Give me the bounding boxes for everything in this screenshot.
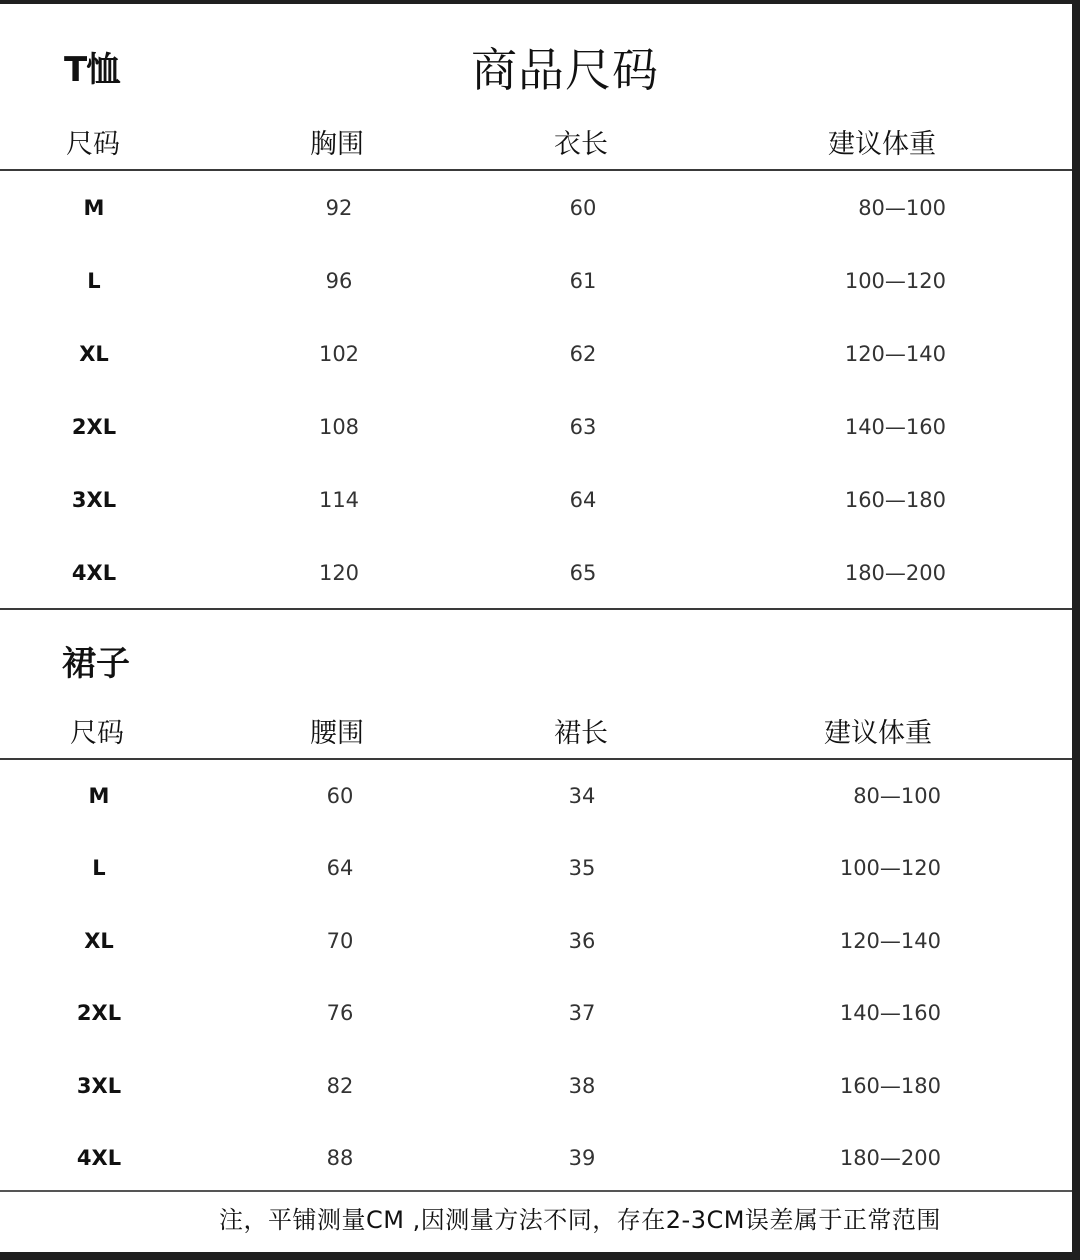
length-cell: 37 xyxy=(568,1001,596,1026)
chest-cell: 114 xyxy=(318,488,360,512)
tshirt-section-label: T恤 xyxy=(64,50,120,90)
weight-cell: 120—140 xyxy=(844,342,946,366)
chest-cell: 96 xyxy=(325,269,353,293)
length-cell: 39 xyxy=(568,1146,596,1170)
skirt-section-label: 裙子 xyxy=(62,644,130,684)
size-cell: 3XL xyxy=(71,488,117,512)
weight-cell: 160—180 xyxy=(844,488,946,512)
size-cell: M xyxy=(88,784,110,808)
tshirt-header-length: 衣长 xyxy=(554,129,608,160)
chest-cell: 120 xyxy=(318,561,360,585)
tshirt-header-size: 尺码 xyxy=(66,129,120,160)
skirt-header-size: 尺码 xyxy=(70,718,124,749)
skirt-header-divider xyxy=(0,758,1072,760)
size-cell: 4XL xyxy=(71,561,117,585)
waist-cell: 60 xyxy=(326,784,354,808)
chest-cell: 108 xyxy=(318,415,360,439)
skirt-header-waist: 腰围 xyxy=(310,718,364,749)
page-title: 商品尺码 xyxy=(471,43,659,97)
waist-cell: 64 xyxy=(326,856,354,881)
length-cell: 63 xyxy=(569,415,597,439)
weight-cell: 100—120 xyxy=(839,856,941,881)
size-cell: L xyxy=(87,269,101,293)
chest-cell: 92 xyxy=(325,196,353,220)
size-cell: 3XL xyxy=(76,1073,122,1098)
note-divider xyxy=(0,1190,1072,1192)
waist-cell: 88 xyxy=(326,1146,354,1170)
weight-cell: 140—160 xyxy=(839,1001,941,1026)
weight-cell: 120—140 xyxy=(839,928,941,953)
length-cell: 62 xyxy=(569,342,597,366)
waist-cell: 70 xyxy=(326,928,354,953)
weight-cell: 180—200 xyxy=(839,1146,941,1170)
size-cell: XL xyxy=(84,928,114,953)
waist-cell: 82 xyxy=(326,1073,354,1098)
size-chart-sheet xyxy=(0,4,1072,1252)
weight-cell: 100—120 xyxy=(844,269,946,293)
size-cell: 2XL xyxy=(71,415,117,439)
length-cell: 61 xyxy=(569,269,597,293)
length-cell: 64 xyxy=(569,488,597,512)
size-cell: 2XL xyxy=(76,1001,122,1026)
length-cell: 34 xyxy=(568,784,596,808)
size-cell: L xyxy=(92,856,106,881)
tshirt-header-chest: 胸围 xyxy=(310,129,364,160)
weight-cell: 140—160 xyxy=(844,415,946,439)
size-cell: M xyxy=(83,196,105,220)
waist-cell: 76 xyxy=(326,1001,354,1026)
weight-cell: 80—100 xyxy=(853,784,941,808)
length-cell: 60 xyxy=(569,196,597,220)
chest-cell: 102 xyxy=(318,342,360,366)
skirt-header-length: 裙长 xyxy=(554,718,608,749)
length-cell: 35 xyxy=(568,856,596,881)
length-cell: 36 xyxy=(568,928,596,953)
length-cell: 65 xyxy=(569,561,597,585)
weight-cell: 180—200 xyxy=(844,561,946,585)
tshirt-header-divider xyxy=(0,169,1072,171)
measurement-note: 注，平铺测量CM ,因测量方法不同，存在2-3CM误差属于正常范围 xyxy=(219,1206,941,1234)
size-cell: 4XL xyxy=(76,1146,122,1170)
size-cell: XL xyxy=(79,342,109,366)
weight-cell: 80—100 xyxy=(858,196,946,220)
skirt-header-weight: 建议体重 xyxy=(824,718,932,749)
tshirt-header-weight: 建议体重 xyxy=(828,129,936,160)
section-divider xyxy=(0,608,1072,610)
weight-cell: 160—180 xyxy=(839,1073,941,1098)
length-cell: 38 xyxy=(568,1073,596,1098)
